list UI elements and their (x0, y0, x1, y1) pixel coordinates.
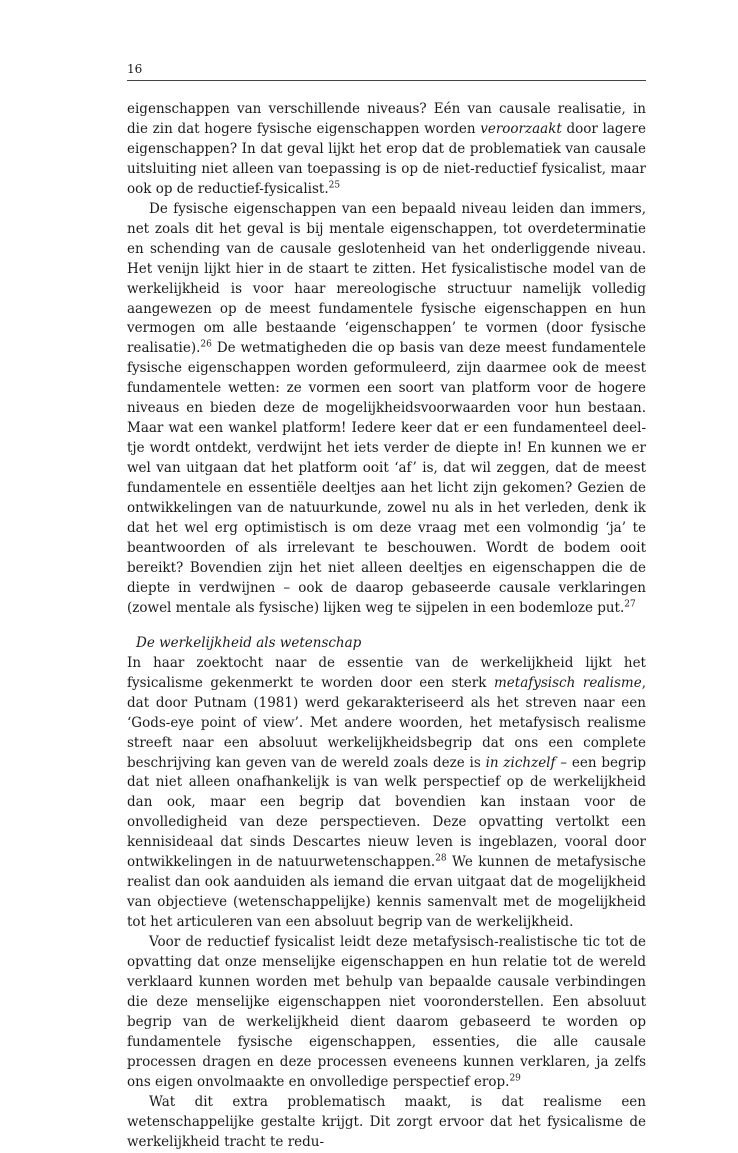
body-text (127, 100, 646, 1153)
footnote-marker-29: 29 (509, 1073, 521, 1084)
paragraph-3-text-c: , dat door Putnam (1981) werd gekarakteriseerd als het streven naar een ‘Gods-eye point of view’. Met andere woorden, het metafysisch realisme streeft naar een absoluut werkelijkheidsbegrip dat ons een complete beschrijving kan geven van de wereld zoals deze is (127, 674, 647, 771)
paragraph-1-text-a: eigenschappen van verschillende niveaus? Eén van causale realisatie, in die zin dat hogere fysische eigenschappen worden (127, 101, 646, 137)
paragraph-4 (127, 933, 646, 1093)
paragraph-3-text-a: In haar zoektocht naar de essentie van de werkelijkheid lijkt het fysicalisme gekenmerkt te worden door een sterk (127, 654, 646, 691)
footnote-marker-28: 28 (435, 853, 447, 864)
paragraph-1 (127, 100, 646, 200)
footnote-marker-26: 26 (200, 339, 212, 350)
paragraph-5 (127, 1093, 646, 1153)
paragraph-3-emphasis-2: in zichzelf (485, 754, 556, 771)
paragraph-3-emphasis-1: metafysisch realisme (493, 674, 642, 691)
paragraph-2 (127, 200, 646, 619)
footnote-marker-27: 27 (624, 599, 636, 610)
paragraph-1-emphasis: veroorzaakt (480, 120, 562, 137)
page-number: 16 (127, 62, 143, 76)
footnote-marker-25: 25 (328, 180, 341, 191)
paragraph-3 (127, 654, 646, 933)
paragraph-4-text-a: Voor de reductief fysicalist leidt deze metafysisch-realistische tic tot de opvatting dat onze menselijke eigenschappen en hun relatie tot de wereld verklaard kunnen worden met behulp van bepaalde causale verbindingen die deze menselijke eigenschappen niet vooronderstellen. Een absoluut begrip van de werkelijkheid dient daarom gebaseerd te worden op fundamentele fysische eigenschappen, essenties, die alle causale processen dragen en deze processen eveneens kunnen verklaren, ja zelfs ons eigen onvolmaakte en onvolledige perspectief erop. (127, 934, 646, 1090)
paragraph-5-text-a: Wat dit extra problematisch maakt, is dat realisme een wetenschappelijke gestalte krijgt. Dit zorgt ervoor dat het fysicalisme de werkelijkheid tracht te redu- (127, 1093, 646, 1150)
paragraph-1-text-c: door lagere eigenschappen? In dat geval lijkt het erop dat de problematiek van causale uitsluiting niet alleen van toepassing is op de niet-reductief fysicalist, maar ook op de reductief-fysicalist. (127, 120, 646, 197)
header-rule (127, 80, 646, 81)
paragraph-3-text-e: – een begrip dat niet alleen onafhankelijk is van welk perspectief op de werkelijkheid dan ook, maar een begrip dat bovendien kan instaan voor de onvolledigheid van deze perspectieven. Deze opvatting vertolkt een kennisideaal dat sinds Descartes nieuw leven is ingeblazen, vooral door ontwikkelingen in de natuurwetenschappen. (127, 754, 647, 871)
paragraph-3-text-f: We kunnen de metafysische realist dan ook aanduiden als iemand die ervan uitgaat dat de mogelijkheid van objectieve (wetenschappelijke) kennis samenvalt met de mogelijkheid tot het articuleren van een absoluut begrip van de werkelijkheid. (127, 854, 646, 931)
paragraph-2-text-a: De fysische eigenschappen van een bepaald niveau leiden dan immers, net zoals dit het geval is bij mentale eigenschappen, tot overdeterminatie en schending van de causale geslotenheid van het onderliggende niveau. Het venijn lijkt hier in de staart te zitten. Het fysicalistische model van de werkelijkheid is voor haar mereologische structuur namelijk volledig aangewezen op de meest fundamentele fysische eigenschappen en hun vermogen om alle bestaande ‘eigenschappen’ te vormen (door fysische realisatie). (127, 200, 646, 357)
paragraph-2-text-b: De wetmatigheden die op basis van deze meest fundamentele fysische eigenschappen worden geformuleerd, zijn daarmee ook de meest fundamentele wetten: ze vormen een soort van platform voor de hogere niveaus en bieden deze de mogelijkheidsvoorwaarden voor hun bestaan. Maar wat een wankel platform! Iedere keer dat er een fundamenteel deeltje wordt ontdekt, verdwijnt het iets verder de diepte in! En kunnen we er wel van uitgaan dat het platform ooit ‘af’ is, dat wil zeggen, dat de meest fundamentele en essentiële deeltjes aan het licht zijn gekomen? Gezien de ontwikkelingen van de natuurkunde, zowel nu als in het verleden, denk ik dat het wel erg optimistisch is om deze vraag met een volmondig ‘ja’ te beantwoorden of als irrelevant te beschouwen. Wordt de bodem ooit bereikt? Bovendien zijn het niet alleen deeltjes en eigenschappen die de diepte in verdwijnen – ook de daarop gebaseerde causale verklaringen (zowel mentale als fysische) lijken weg te sijpelen in een bodemloze put. (127, 340, 646, 616)
section-heading: De werkelijkheid als wetenschap (136, 634, 362, 651)
